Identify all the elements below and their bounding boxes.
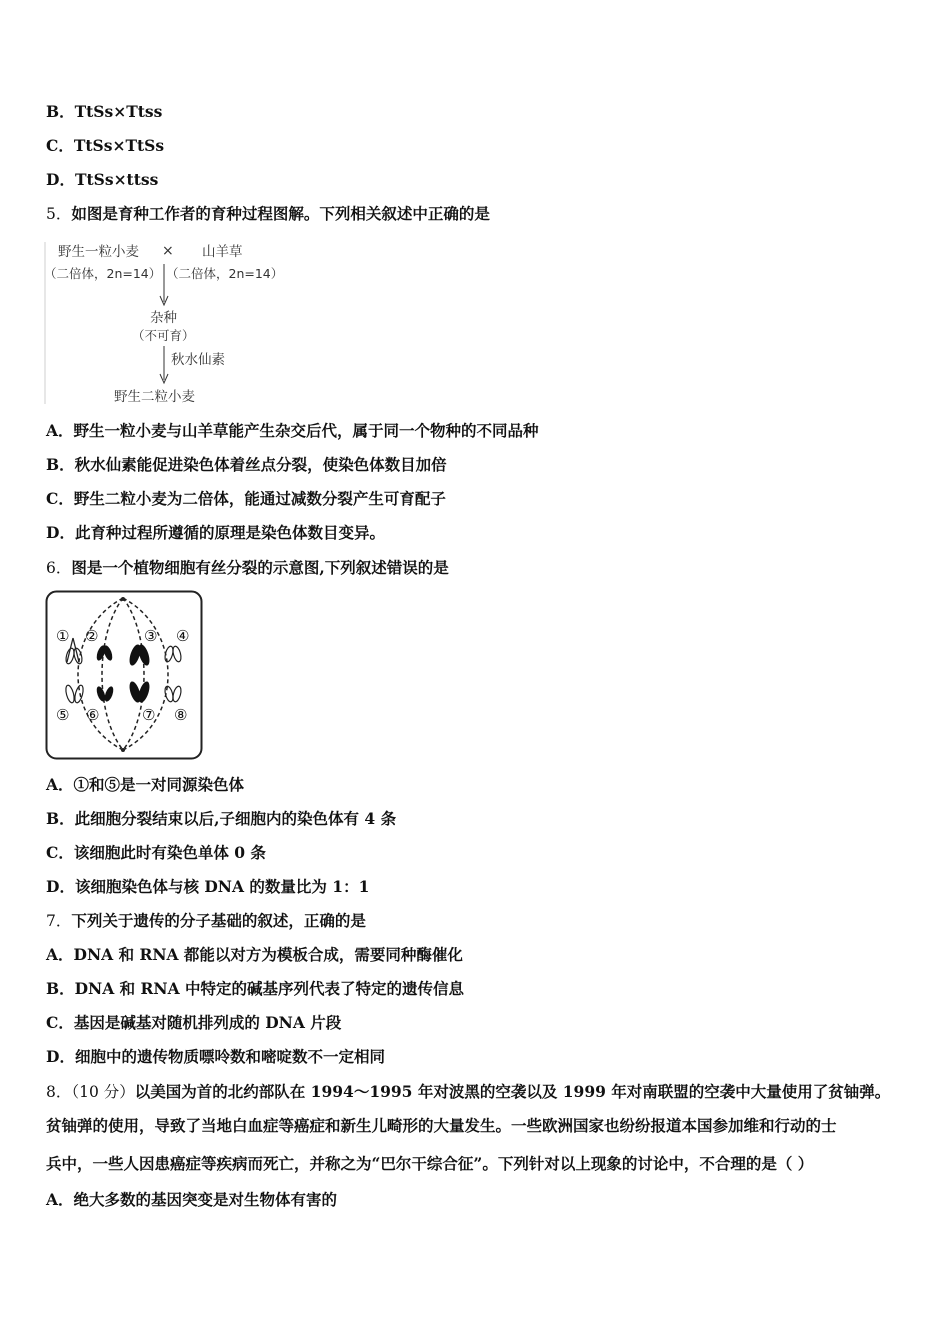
q6-option-d: D．该细胞染色体与核 DNA 的数量比为 1：1: [46, 877, 370, 896]
q5-option-b: B．秋水仙素能促进染色体着丝点分裂，使染色体数目加倍: [46, 455, 447, 474]
parent1-note: （二倍体，2n=14）: [44, 266, 162, 281]
q7-option-a: A．DNA 和 RNA 都能以对方为模板合成，需要同种酶催化: [46, 945, 463, 964]
chromosome-7: [127, 680, 151, 704]
q6-option-a: A．①和⑤是一对同源染色体: [46, 775, 245, 794]
parent1-label: 野生一粒小麦: [58, 244, 139, 260]
breeding-diagram: [44, 238, 294, 410]
q4-option-c: C．TtSs×TtSs: [46, 136, 165, 155]
q8-question: 8．（10 分）以美国为首的北约部队在 1994～1995 年对波黑的空袭以及 1999 年对南联盟的空袭中大量使用了贫铀弹。 贫铀弹的使用，导致了当地白血症等癌症和新生儿畸形的大量发生。一些欧洲国家也纷纷报道本国参加维和行动的士 兵中，一些人因患癌症等疾病而死亡，并称之为“巴尔干综合征”。下列针对以上现象的讨论中，不合理的是（ ）: [46, 1082, 891, 1173]
q5-option-a: A．野生一粒小麦与山羊草能产生杂交后代，属于同一个物种的不同品种: [46, 421, 539, 440]
q5-question: 5．如图是育种工作者的育种过程图解。下列相关叙述中正确的是: [46, 204, 490, 223]
label-2: ②: [85, 627, 99, 645]
label-7: ⑦: [142, 706, 156, 724]
parent2-label: 山羊草: [202, 244, 243, 260]
hybrid-label: 杂种: [150, 310, 177, 326]
spindle-fibers: [78, 598, 168, 750]
q8-option-a: A．绝大多数的基因突变是对生物体有害的: [46, 1190, 338, 1209]
result-label: 野生二粒小麦: [114, 389, 195, 405]
label-3: ③: [144, 627, 158, 645]
q6-option-b: B．此细胞分裂结束以后,子细胞内的染色体有 4 条: [46, 809, 397, 828]
treatment-label: 秋水仙素: [171, 352, 225, 368]
cross-symbol: ×: [162, 243, 174, 259]
q7-question: 7．下列关于遗传的分子基础的叙述，正确的是: [46, 911, 366, 930]
q6-question: 6．图是一个植物细胞有丝分裂的示意图,下列叙述错误的是: [46, 558, 449, 577]
q7-option-c: C．基因是碱基对随机排列成的 DNA 片段: [46, 1013, 342, 1032]
cell-wall: [47, 592, 202, 759]
q7-option-d: D．细胞中的遗传物质嘌呤数和嘧啶数不一定相同: [46, 1047, 385, 1066]
q4-option-b: B．TtSs×Ttss: [46, 102, 163, 121]
mitosis-cell-diagram: [45, 590, 205, 762]
chromosome-3: [127, 643, 151, 667]
chromosome-6: [95, 685, 115, 702]
q5-option-c: C．野生二粒小麦为二倍体，能通过减数分裂产生可育配子: [46, 489, 446, 508]
parent2-note: （二倍体，2n=14）: [166, 266, 284, 281]
q5-option-d: D．此育种过程所遵循的原理是染色体数目变异。: [46, 523, 385, 542]
label-1: ①: [56, 627, 70, 645]
chromosome-2: [95, 644, 114, 661]
q7-option-b: B．DNA 和 RNA 中特定的碱基序列代表了特定的遗传信息: [46, 979, 465, 998]
label-8: ⑧: [174, 706, 188, 724]
hybrid-note: （不可育）: [132, 328, 195, 343]
q6-option-c: C．该细胞此时有染色单体 0 条: [46, 843, 266, 862]
label-5: ⑤: [56, 706, 70, 724]
q4-option-d: D．TtSs×ttss: [46, 170, 159, 189]
label-4: ④: [176, 627, 190, 645]
label-6: ⑥: [86, 706, 100, 724]
